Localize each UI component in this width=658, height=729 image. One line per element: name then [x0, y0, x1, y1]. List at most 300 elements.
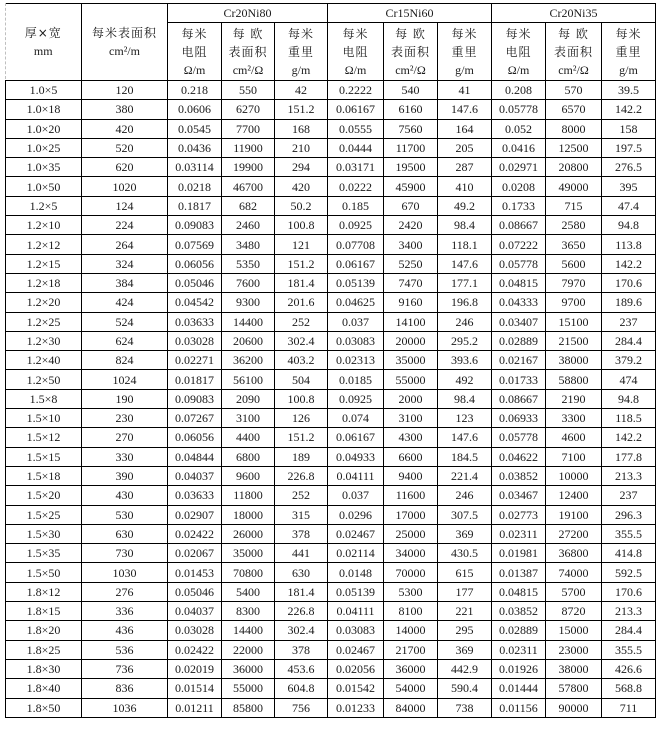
cell-cr20ni80-weight: 126 [275, 409, 328, 428]
cell-cr20ni80-area-per-ohm: 4400 [222, 428, 275, 447]
cell-cr20ni80-resistance: 0.01211 [168, 698, 222, 717]
cell-cr15ni60-weight: 147.6 [438, 254, 492, 273]
cell-size: 1.2×50 [6, 370, 82, 389]
cell-cr15ni60-weight: 307.5 [438, 505, 492, 524]
header-group-cr20ni80: Cr20Ni80 [168, 4, 328, 23]
resistance-strip-spec-table [5, 3, 656, 718]
cell-cr20ni80-resistance: 0.01514 [168, 679, 222, 698]
cell-cr15ni60-weight: 287 [438, 158, 492, 177]
cell-cr20ni80-area-per-ohm: 20600 [222, 331, 275, 350]
cell-cr15ni60-resistance: 0.0444 [328, 138, 384, 157]
cell-cr20ni80-resistance: 0.02019 [168, 659, 222, 678]
table-row [6, 312, 656, 331]
cell-cr20ni80-area-per-ohm: 85800 [222, 698, 275, 717]
cell-cr20ni80-weight: 630 [275, 563, 328, 582]
cell-cr20ni80-resistance: 0.05046 [168, 273, 222, 292]
cell-cr20ni80-area-per-ohm: 11900 [222, 138, 275, 157]
cell-cr20ni80-weight: 420 [275, 177, 328, 196]
table-row [6, 679, 656, 698]
cell-surface-per-m: 190 [82, 389, 168, 408]
cell-cr20ni35-area-per-ohm: 4600 [546, 428, 602, 447]
cell-cr15ni60-area-per-ohm: 25000 [384, 524, 438, 543]
cell-cr20ni80-area-per-ohm: 22000 [222, 640, 275, 659]
header-area-unit: cm²/Ω [232, 62, 264, 77]
cell-size: 1.8×20 [6, 621, 82, 640]
cell-cr15ni60-area-per-ohm: 7560 [384, 119, 438, 138]
cell-cr15ni60-resistance: 0.0925 [328, 389, 384, 408]
cell-cr20ni80-resistance: 0.0606 [168, 100, 222, 119]
table-row [6, 466, 656, 485]
cell-cr20ni35-area-per-ohm: 570 [546, 81, 602, 100]
table-row [6, 428, 656, 447]
cell-cr20ni35-weight: 170.6 [602, 273, 656, 292]
cell-cr15ni60-resistance: 0.01542 [328, 679, 384, 698]
cell-cr20ni35-weight: 113.8 [602, 235, 656, 254]
cell-cr20ni35-weight: 592.5 [602, 563, 656, 582]
cell-cr20ni80-weight: 378 [275, 524, 328, 543]
cell-size: 1.8×25 [6, 640, 82, 659]
cell-cr20ni80-area-per-ohm: 7600 [222, 273, 275, 292]
cell-cr20ni80-resistance: 0.03028 [168, 621, 222, 640]
cell-cr20ni35-weight: 213.3 [602, 602, 656, 621]
cell-cr15ni60-weight: 221 [438, 602, 492, 621]
cell-cr20ni35-area-per-ohm: 9700 [546, 293, 602, 312]
cell-surface-per-m: 324 [82, 254, 168, 273]
table-row [6, 81, 656, 100]
cell-surface-per-m: 630 [82, 524, 168, 543]
cell-cr20ni80-weight: 302.4 [275, 621, 328, 640]
cell-cr15ni60-area-per-ohm: 3100 [384, 409, 438, 428]
header-group-cr20ni35: Cr20Ni35 [492, 4, 656, 23]
cell-cr15ni60-resistance: 0.0555 [328, 119, 384, 138]
cell-cr20ni80-weight: 604.8 [275, 679, 328, 698]
cell-cr20ni80-resistance: 0.03633 [168, 486, 222, 505]
header-weight-unit: g/m [455, 62, 474, 77]
cell-cr20ni35-area-per-ohm: 8720 [546, 602, 602, 621]
cell-cr20ni80-area-per-ohm: 35000 [222, 544, 275, 563]
cell-cr20ni80-weight: 121 [275, 235, 328, 254]
header-area-l2: 表面积 [228, 44, 268, 59]
cell-cr20ni80-resistance: 0.1817 [168, 196, 222, 215]
header-surface [82, 4, 168, 81]
cell-cr20ni35-weight: 158 [602, 119, 656, 138]
table-header [6, 4, 656, 81]
cell-cr20ni35-area-per-ohm: 3300 [546, 409, 602, 428]
cell-cr20ni35-area-per-ohm: 3650 [546, 235, 602, 254]
cell-cr15ni60-weight: 246 [438, 486, 492, 505]
table-row [6, 119, 656, 138]
cell-cr15ni60-resistance: 0.03083 [328, 331, 384, 350]
cell-surface-per-m: 330 [82, 447, 168, 466]
cell-cr15ni60-area-per-ohm: 11600 [384, 486, 438, 505]
table-row [6, 659, 656, 678]
table-row [6, 254, 656, 273]
cell-cr20ni80-weight: 181.4 [275, 273, 328, 292]
cell-size: 1.5×15 [6, 447, 82, 466]
cell-cr20ni35-resistance: 0.04622 [492, 447, 546, 466]
cell-cr15ni60-weight: 738 [438, 698, 492, 717]
cell-cr20ni35-resistance: 0.03852 [492, 602, 546, 621]
cell-cr20ni35-weight: 237 [602, 312, 656, 331]
cell-cr20ni35-weight: 142.2 [602, 100, 656, 119]
cell-cr15ni60-weight: 295.2 [438, 331, 492, 350]
cell-cr20ni80-weight: 504 [275, 370, 328, 389]
header-area-per-ohm [546, 23, 602, 81]
cell-cr15ni60-area-per-ohm: 2000 [384, 389, 438, 408]
cell-cr20ni80-weight: 189 [275, 447, 328, 466]
cell-surface-per-m: 530 [82, 505, 168, 524]
cell-cr15ni60-weight: 295 [438, 621, 492, 640]
cell-cr20ni80-area-per-ohm: 70800 [222, 563, 275, 582]
table-row [6, 331, 656, 350]
cell-cr20ni35-weight: 177.8 [602, 447, 656, 466]
header-weight-l1: 每米 [287, 26, 314, 41]
header-surface-label: 每米表面积 [91, 26, 157, 40]
cell-cr20ni80-area-per-ohm: 46700 [222, 177, 275, 196]
cell-cr20ni80-resistance: 0.07267 [168, 409, 222, 428]
cell-surface-per-m: 1024 [82, 370, 168, 389]
cell-size: 1.5×50 [6, 563, 82, 582]
header-weight-unit: g/m [619, 62, 638, 77]
cell-cr20ni80-area-per-ohm: 9300 [222, 293, 275, 312]
cell-cr20ni80-resistance: 0.04844 [168, 447, 222, 466]
cell-cr20ni35-weight: 426.6 [602, 659, 656, 678]
cell-cr15ni60-area-per-ohm: 14000 [384, 621, 438, 640]
cell-size: 1.0×18 [6, 100, 82, 119]
cell-cr15ni60-weight: 184.5 [438, 447, 492, 466]
cell-cr20ni35-area-per-ohm: 19100 [546, 505, 602, 524]
cell-cr20ni80-resistance: 0.06056 [168, 428, 222, 447]
cell-cr15ni60-area-per-ohm: 2420 [384, 216, 438, 235]
table-row [6, 293, 656, 312]
cell-cr20ni80-area-per-ohm: 36200 [222, 351, 275, 370]
cell-size: 1.5×30 [6, 524, 82, 543]
cell-cr20ni80-area-per-ohm: 55000 [222, 679, 275, 698]
cell-cr20ni35-resistance: 0.02167 [492, 351, 546, 370]
cell-cr15ni60-area-per-ohm: 54000 [384, 679, 438, 698]
cell-surface-per-m: 230 [82, 409, 168, 428]
table-row [6, 447, 656, 466]
cell-cr20ni80-weight: 252 [275, 312, 328, 331]
header-weight-l2: 重里 [615, 44, 642, 59]
cell-cr20ni80-resistance: 0.01817 [168, 370, 222, 389]
cell-cr20ni80-weight: 100.8 [275, 389, 328, 408]
cell-cr20ni80-resistance: 0.02271 [168, 351, 222, 370]
cell-surface-per-m: 224 [82, 216, 168, 235]
cell-cr20ni35-area-per-ohm: 36800 [546, 544, 602, 563]
cell-cr15ni60-weight: 590.4 [438, 679, 492, 698]
cell-cr15ni60-resistance: 0.02114 [328, 544, 384, 563]
header-area-l1: 每 欧 [395, 26, 426, 41]
cell-cr15ni60-weight: 615 [438, 563, 492, 582]
cell-cr20ni80-weight: 100.8 [275, 216, 328, 235]
cell-surface-per-m: 430 [82, 486, 168, 505]
cell-cr20ni35-area-per-ohm: 2190 [546, 389, 602, 408]
cell-cr15ni60-resistance: 0.0148 [328, 563, 384, 582]
cell-surface-per-m: 120 [82, 81, 168, 100]
cell-cr15ni60-area-per-ohm: 8100 [384, 602, 438, 621]
cell-cr20ni35-resistance: 0.05778 [492, 254, 546, 273]
header-group-cr15ni60: Cr15Ni60 [328, 4, 492, 23]
cell-cr15ni60-resistance: 0.037 [328, 312, 384, 331]
cell-cr20ni35-area-per-ohm: 10000 [546, 466, 602, 485]
cell-cr20ni80-resistance: 0.09083 [168, 389, 222, 408]
cell-cr20ni80-resistance: 0.03028 [168, 331, 222, 350]
cell-surface-per-m: 1030 [82, 563, 168, 582]
header-area-per-ohm [222, 23, 275, 81]
header-resistance-unit: Ω/m [183, 62, 206, 77]
cell-surface-per-m: 336 [82, 602, 168, 621]
cell-cr20ni80-resistance: 0.02067 [168, 544, 222, 563]
cell-size: 1.0×25 [6, 138, 82, 157]
cell-cr15ni60-weight: 221.4 [438, 466, 492, 485]
cell-size: 1.5×10 [6, 409, 82, 428]
cell-cr20ni35-weight: 296.3 [602, 505, 656, 524]
cell-cr20ni80-resistance: 0.03633 [168, 312, 222, 331]
cell-cr20ni80-resistance: 0.05046 [168, 582, 222, 601]
cell-cr15ni60-resistance: 0.03083 [328, 621, 384, 640]
header-size-unit: mm [33, 44, 53, 58]
cell-cr20ni35-area-per-ohm: 7970 [546, 273, 602, 292]
cell-cr20ni35-weight: 474 [602, 370, 656, 389]
cell-cr20ni35-resistance: 0.03407 [492, 312, 546, 331]
header-area-l1: 每 欧 [558, 26, 589, 41]
cell-cr20ni80-weight: 151.2 [275, 100, 328, 119]
table-row [6, 505, 656, 524]
cell-cr20ni80-weight: 226.8 [275, 466, 328, 485]
header-group-row [6, 4, 656, 23]
cell-cr20ni35-weight: 237 [602, 486, 656, 505]
cell-cr20ni80-area-per-ohm: 6800 [222, 447, 275, 466]
header-resistance-unit: Ω/m [344, 62, 367, 77]
cell-cr20ni35-resistance: 0.01981 [492, 544, 546, 563]
cell-cr20ni35-weight: 197.5 [602, 138, 656, 157]
cell-cr20ni80-weight: 151.2 [275, 428, 328, 447]
cell-surface-per-m: 1020 [82, 177, 168, 196]
cell-cr15ni60-weight: 123 [438, 409, 492, 428]
cell-cr15ni60-resistance: 0.04625 [328, 293, 384, 312]
cell-cr20ni80-resistance: 0.0545 [168, 119, 222, 138]
cell-cr20ni35-area-per-ohm: 23000 [546, 640, 602, 659]
cell-cr15ni60-resistance: 0.2222 [328, 81, 384, 100]
header-size-label: 厚×宽 [24, 26, 62, 40]
cell-size: 1.8×15 [6, 602, 82, 621]
cell-cr15ni60-weight: 410 [438, 177, 492, 196]
cell-cr20ni35-weight: 395 [602, 177, 656, 196]
cell-cr20ni35-resistance: 0.02889 [492, 621, 546, 640]
cell-cr20ni35-area-per-ohm: 21500 [546, 331, 602, 350]
header-weight [602, 23, 656, 81]
table-row [6, 235, 656, 254]
cell-cr20ni80-resistance: 0.02422 [168, 640, 222, 659]
cell-cr15ni60-weight: 41 [438, 81, 492, 100]
cell-cr15ni60-resistance: 0.01233 [328, 698, 384, 717]
cell-cr20ni35-resistance: 0.04815 [492, 273, 546, 292]
cell-cr20ni80-weight: 252 [275, 486, 328, 505]
cell-cr15ni60-weight: 49.2 [438, 196, 492, 215]
cell-cr20ni80-weight: 50.2 [275, 196, 328, 215]
cell-size: 1.5×20 [6, 486, 82, 505]
cell-size: 1.0×35 [6, 158, 82, 177]
cell-cr20ni80-area-per-ohm: 18000 [222, 505, 275, 524]
cell-size: 1.5×35 [6, 544, 82, 563]
header-resistance-unit: Ω/m [507, 62, 530, 77]
cell-cr20ni80-area-per-ohm: 2460 [222, 216, 275, 235]
table-row [6, 177, 656, 196]
cell-cr20ni35-area-per-ohm: 2580 [546, 216, 602, 235]
table-row [6, 640, 656, 659]
cell-cr20ni80-resistance: 0.09083 [168, 216, 222, 235]
cell-cr20ni80-area-per-ohm: 9600 [222, 466, 275, 485]
cell-cr20ni35-area-per-ohm: 715 [546, 196, 602, 215]
cell-cr20ni35-resistance: 0.05778 [492, 428, 546, 447]
cell-cr20ni35-area-per-ohm: 20800 [546, 158, 602, 177]
cell-size: 1.2×10 [6, 216, 82, 235]
cell-surface-per-m: 384 [82, 273, 168, 292]
cell-size: 1.0×20 [6, 119, 82, 138]
cell-cr20ni35-area-per-ohm: 12500 [546, 138, 602, 157]
header-weight [438, 23, 492, 81]
cell-surface-per-m: 420 [82, 119, 168, 138]
cell-cr20ni35-resistance: 0.03467 [492, 486, 546, 505]
cell-surface-per-m: 536 [82, 640, 168, 659]
cell-cr15ni60-resistance: 0.04111 [328, 602, 384, 621]
cell-size: 1.2×12 [6, 235, 82, 254]
cell-surface-per-m: 520 [82, 138, 168, 157]
cell-cr15ni60-weight: 369 [438, 640, 492, 659]
cell-cr15ni60-area-per-ohm: 9400 [384, 466, 438, 485]
cell-cr20ni35-weight: 284.4 [602, 621, 656, 640]
table-row [6, 216, 656, 235]
cell-cr15ni60-resistance: 0.07708 [328, 235, 384, 254]
cell-cr20ni80-resistance: 0.218 [168, 81, 222, 100]
cell-cr20ni80-area-per-ohm: 5350 [222, 254, 275, 273]
cell-cr20ni80-area-per-ohm: 19900 [222, 158, 275, 177]
table-body [6, 81, 656, 718]
cell-cr15ni60-weight: 369 [438, 524, 492, 543]
cell-cr15ni60-area-per-ohm: 55000 [384, 370, 438, 389]
cell-size: 1.0×50 [6, 177, 82, 196]
cell-cr20ni35-resistance: 0.08667 [492, 216, 546, 235]
cell-cr15ni60-resistance: 0.0222 [328, 177, 384, 196]
cell-cr15ni60-resistance: 0.06167 [328, 100, 384, 119]
cell-cr20ni80-weight: 201.6 [275, 293, 328, 312]
cell-surface-per-m: 1036 [82, 698, 168, 717]
cell-cr20ni80-area-per-ohm: 7700 [222, 119, 275, 138]
cell-cr15ni60-resistance: 0.0185 [328, 370, 384, 389]
cell-cr15ni60-weight: 147.6 [438, 428, 492, 447]
cell-cr20ni35-resistance: 0.06933 [492, 409, 546, 428]
cell-cr20ni80-area-per-ohm: 36000 [222, 659, 275, 678]
cell-cr20ni35-resistance: 0.03852 [492, 466, 546, 485]
cell-cr15ni60-weight: 118.1 [438, 235, 492, 254]
cell-cr20ni80-area-per-ohm: 550 [222, 81, 275, 100]
header-resistance [492, 23, 546, 81]
cell-cr20ni80-resistance: 0.04037 [168, 602, 222, 621]
header-area-unit: cm²/Ω [558, 62, 589, 77]
cell-cr20ni35-resistance: 0.208 [492, 81, 546, 100]
cell-cr15ni60-area-per-ohm: 7470 [384, 273, 438, 292]
cell-cr20ni35-weight: 568.8 [602, 679, 656, 698]
cell-cr20ni35-area-per-ohm: 5600 [546, 254, 602, 273]
cell-cr15ni60-area-per-ohm: 540 [384, 81, 438, 100]
cell-cr20ni35-area-per-ohm: 38000 [546, 659, 602, 678]
cell-surface-per-m: 276 [82, 582, 168, 601]
cell-cr20ni35-weight: 94.8 [602, 389, 656, 408]
header-resistance-l2: 电阻 [505, 44, 532, 59]
cell-surface-per-m: 380 [82, 100, 168, 119]
table-row [6, 389, 656, 408]
cell-surface-per-m: 736 [82, 659, 168, 678]
cell-size: 1.2×5 [6, 196, 82, 215]
cell-cr20ni80-weight: 226.8 [275, 602, 328, 621]
cell-cr20ni35-weight: 414.8 [602, 544, 656, 563]
cell-surface-per-m: 730 [82, 544, 168, 563]
cell-cr20ni35-weight: 379.2 [602, 351, 656, 370]
header-area-l2: 表面积 [390, 44, 430, 59]
cell-cr15ni60-weight: 164 [438, 119, 492, 138]
cell-cr20ni35-area-per-ohm: 27200 [546, 524, 602, 543]
cell-cr20ni35-area-per-ohm: 12400 [546, 486, 602, 505]
cell-surface-per-m: 270 [82, 428, 168, 447]
cell-size: 1.2×18 [6, 273, 82, 292]
cell-cr20ni80-weight: 315 [275, 505, 328, 524]
table-row [6, 273, 656, 292]
cell-size: 1.5×25 [6, 505, 82, 524]
header-resistance-l1: 每米 [342, 26, 369, 41]
header-weight-l2: 重里 [451, 44, 478, 59]
cell-surface-per-m: 264 [82, 235, 168, 254]
cell-cr20ni35-resistance: 0.07222 [492, 235, 546, 254]
cell-cr15ni60-resistance: 0.02313 [328, 351, 384, 370]
cell-cr20ni80-weight: 302.4 [275, 331, 328, 350]
cell-cr15ni60-weight: 147.6 [438, 100, 492, 119]
cell-cr20ni80-area-per-ohm: 56100 [222, 370, 275, 389]
cell-cr15ni60-weight: 246 [438, 312, 492, 331]
cell-cr15ni60-weight: 205 [438, 138, 492, 157]
cell-cr15ni60-weight: 393.6 [438, 351, 492, 370]
cell-cr15ni60-area-per-ohm: 17000 [384, 505, 438, 524]
cell-size: 1.0×5 [6, 81, 82, 100]
cell-surface-per-m: 824 [82, 351, 168, 370]
cell-cr20ni35-weight: 47.4 [602, 196, 656, 215]
cell-cr20ni35-resistance: 0.01733 [492, 370, 546, 389]
cell-cr20ni80-resistance: 0.01453 [168, 563, 222, 582]
cell-cr15ni60-weight: 98.4 [438, 216, 492, 235]
cell-cr20ni35-area-per-ohm: 49000 [546, 177, 602, 196]
cell-size: 1.8×30 [6, 659, 82, 678]
cell-cr20ni35-area-per-ohm: 15000 [546, 621, 602, 640]
cell-cr15ni60-resistance: 0.02056 [328, 659, 384, 678]
header-weight [275, 23, 328, 81]
cell-cr20ni80-weight: 756 [275, 698, 328, 717]
cell-cr15ni60-area-per-ohm: 70000 [384, 563, 438, 582]
header-weight-l1: 每米 [451, 26, 478, 41]
cell-cr20ni80-resistance: 0.04542 [168, 293, 222, 312]
table-row [6, 544, 656, 563]
header-resistance [328, 23, 384, 81]
cell-cr15ni60-resistance: 0.185 [328, 196, 384, 215]
cell-cr15ni60-area-per-ohm: 35000 [384, 351, 438, 370]
table-row [6, 100, 656, 119]
cell-cr20ni80-weight: 42 [275, 81, 328, 100]
cell-cr20ni35-weight: 711 [602, 698, 656, 717]
cell-surface-per-m: 424 [82, 293, 168, 312]
cell-cr20ni80-area-per-ohm: 14400 [222, 312, 275, 331]
table-row [6, 370, 656, 389]
cell-size: 1.5×18 [6, 466, 82, 485]
table-row [6, 602, 656, 621]
